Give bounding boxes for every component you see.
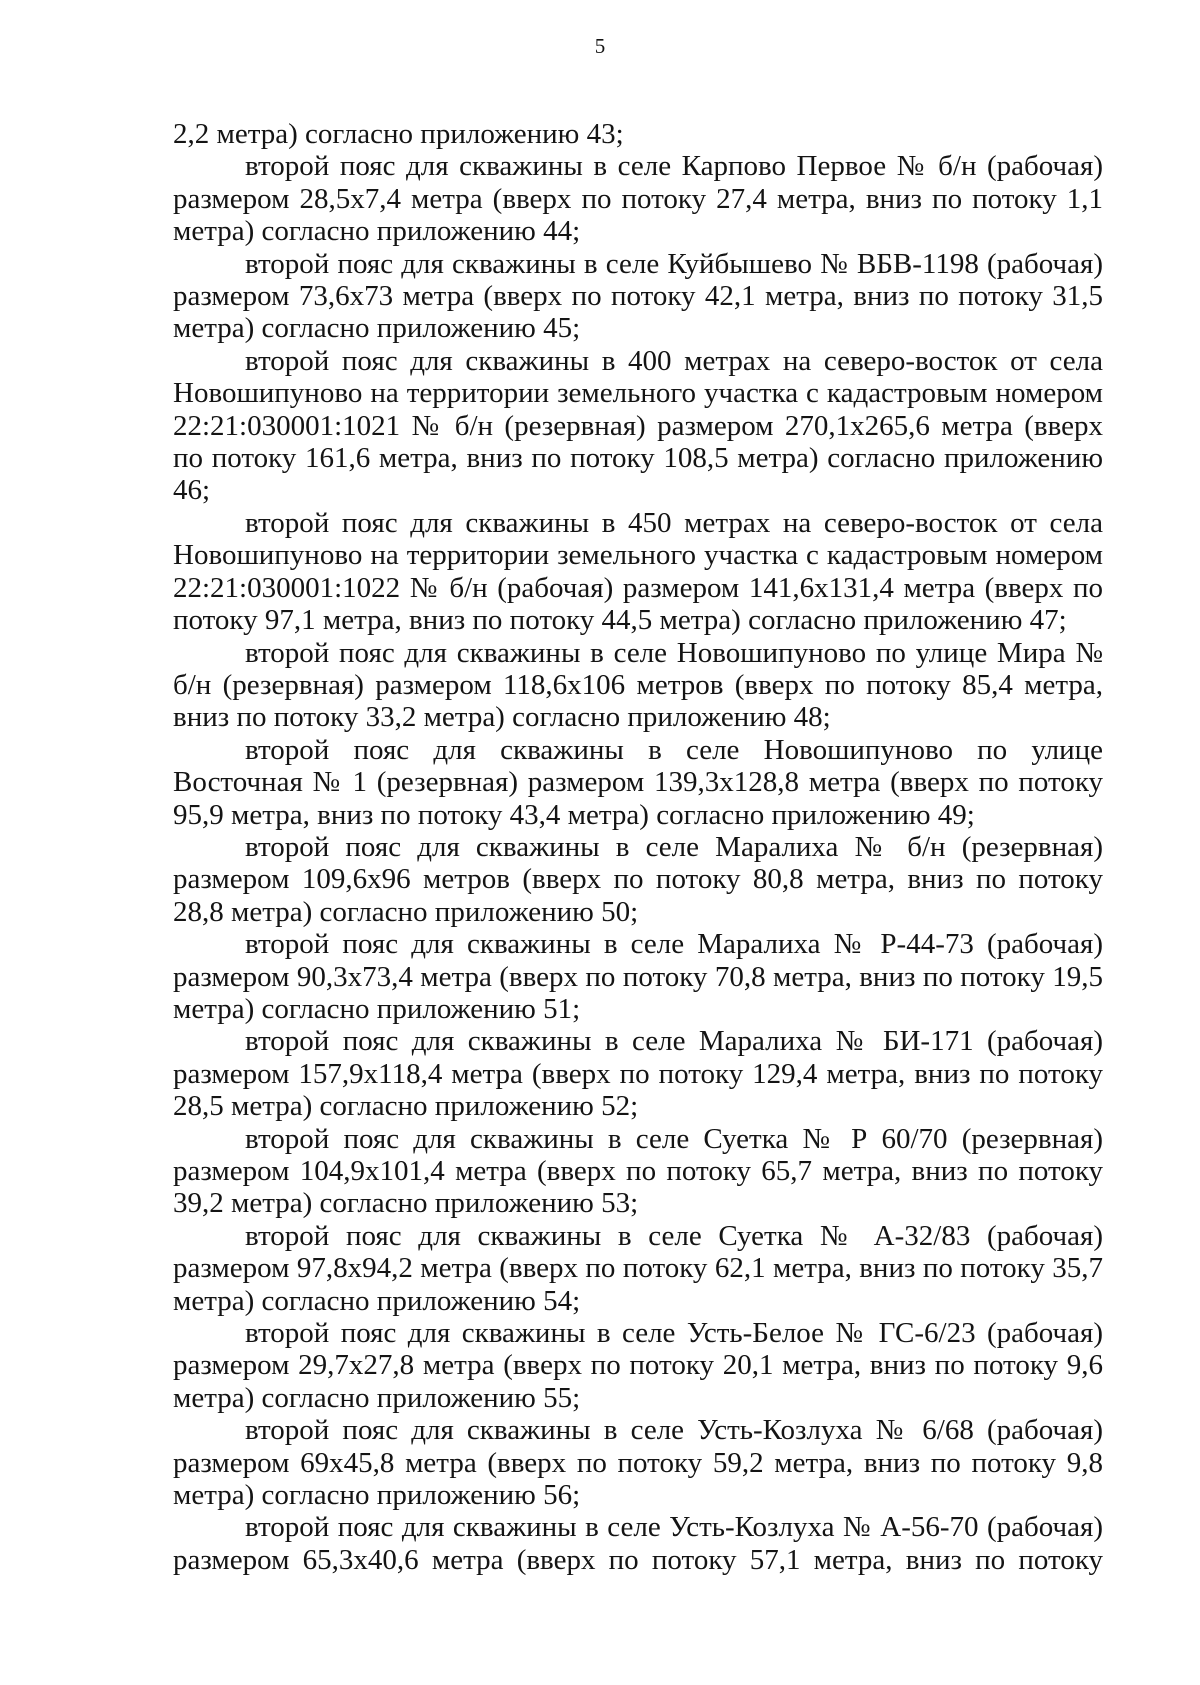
paragraph-continuation: 2,2 метра) согласно приложению 43;	[173, 118, 624, 150]
paragraph-item: второй пояс для скважины в 400 метрах на северо-восток от села Новошипуново на территории земельного участка с кадастровым номером 22:21:030001:1021 № б/н (резервная) размером 270,1х265,6 метра (вверх по потоку 161,6 метра, вниз по потоку 108,5 метра) согласно приложению 46;	[173, 344, 1103, 507]
paragraph-item: второй пояс для скважины в селе Куйбышево № ВБВ-1198 (рабочая) размером 73,6х73 метра (вверх по потоку 42,1 метра, вниз по потоку 31,5 метра) согласно приложению 45;	[173, 247, 1103, 345]
paragraph-item: второй пояс для скважины в селе Усть-Козлуха № 6/68 (рабочая) размером 69х45,8 метра (вверх по потоку 59,2 метра, вниз по потоку 9,8 метра) согласно приложению 56;	[173, 1414, 1103, 1512]
paragraph-item: второй пояс для скважины в селе Суетка № Р 60/70 (резервная) размером 104,9х101,4 метра (вверх по потоку 65,7 метра, вниз по потоку 39,2 метра) согласно приложению 53;	[173, 1122, 1103, 1220]
paragraph-item: второй пояс для скважины в селе Усть-Белое № ГС-6/23 (рабочая) размером 29,7х27,8 метра (вверх по потоку 20,1 метра, вниз по потоку 9,6 метра) согласно приложению 55;	[173, 1317, 1103, 1414]
paragraph-item: второй пояс для скважины в 450 метрах на северо-восток от села Новошипуново на территории земельного участка с кадастровым номером 22:21:030001:1022 № б/н (рабочая) размером 141,6х131,4 метра (вверх по потоку 97,1 метра, вниз по потоку 44,5 метра) согласно приложению 47;	[173, 506, 1103, 637]
paragraph-item: второй пояс для скважины в селе Карпово Первое № б/н (рабочая) размером 28,5х7,4 метра (вверх по потоку 27,4 метра, вниз по потоку 1,1 метра) согласно приложению 44;	[173, 150, 1103, 248]
document-body	[173, 118, 1103, 1576]
paragraph-item: второй пояс для скважины в селе Новошипуново по улице Мира № б/н (резервная) размером 118,6х106 метров (вверх по потоку 85,4 метра, вниз по потоку 33,2 метра) согласно приложению 48;	[173, 636, 1103, 734]
paragraph-item: второй пояс для скважины в селе Маралиха № б/н (резервная) размером 109,6х96 метров (вверх по потоку 80,8 метра, вниз по потоку 28,8 метра) согласно приложению 50;	[173, 830, 1103, 928]
paragraph-item: второй пояс для скважины в селе Новошипуново по улице Восточная № 1 (резервная) размером 139,3х128,8 метра (вверх по потоку 95,9 метра, вниз по потоку 43,4 метра) согласно приложению 49;	[173, 733, 1103, 831]
paragraph-item: второй пояс для скважины в селе Маралиха № БИ-171 (рабочая) размером 157,9х118,4 метра (вверх по потоку 129,4 метра, вниз по потоку 28,5 метра) согласно приложению 52;	[173, 1025, 1103, 1123]
paragraph-item-continued: второй пояс для скважины в селе Усть-Козлуха № А-56-70 (рабочая) размером 65,3х40,6 метра (вверх по потоку 57,1 метра, вниз по потоку	[173, 1511, 1103, 1576]
page-number: 5	[594, 34, 606, 58]
paragraph-item: второй пояс для скважины в селе Суетка № А-32/83 (рабочая) размером 97,8х94,2 метра (вверх по потоку 62,1 метра, вниз по потоку 35,7 метра) согласно приложению 54;	[173, 1219, 1103, 1317]
paragraph-item: второй пояс для скважины в селе Маралиха № Р-44-73 (рабочая) размером 90,3х73,4 метра (вверх по потоку 70,8 метра, вниз по потоку 19,5 метра) согласно приложению 51;	[173, 928, 1103, 1025]
